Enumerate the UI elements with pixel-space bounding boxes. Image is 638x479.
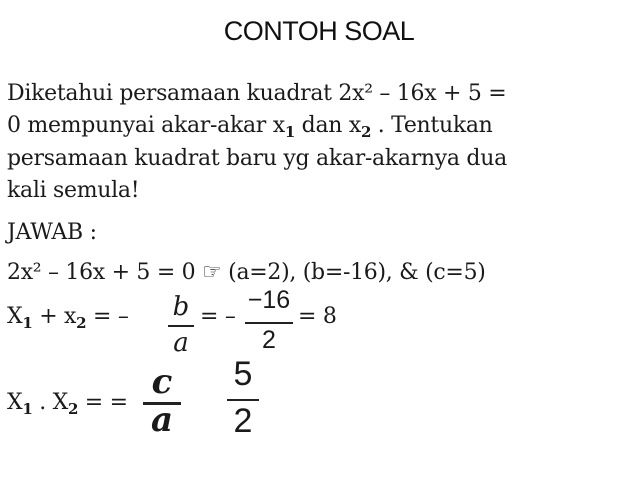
fraction-2-denominator: 2 [233, 402, 253, 440]
problem-line-2 [7, 110, 632, 144]
problem-line-1: Diketahui persamaan kuadrat 2x² – 16x + 5 = [7, 81, 507, 106]
prod-dot: . X [32, 390, 68, 415]
fraction-5-numerator: 5 [233, 355, 253, 393]
sum-eq-minus-2: = – [200, 304, 236, 329]
fraction-5-over-2 [227, 355, 259, 445]
sum-result: = 8 [298, 304, 337, 329]
fraction-b-over-a [168, 290, 194, 360]
sum-plus: + x [32, 304, 77, 329]
equation-line: 2x² – 16x + 5 = 0 ☞ (a=2), (b=-16), & (c=5) [7, 260, 486, 285]
sum-eq-minus: = – [86, 304, 129, 329]
fraction-bar [227, 399, 259, 401]
problem-line-3: persamaan kuadrat baru yg akar-akarnya dua [7, 146, 507, 171]
prod-eq: = = [78, 390, 128, 415]
fraction-a-denominator: a [150, 400, 174, 440]
subscript-1: 1 [284, 122, 295, 141]
sum-sub-2: 2 [76, 314, 87, 332]
sum-of-roots-line [7, 304, 129, 332]
product-of-roots-line [7, 390, 128, 418]
fraction-c-over-a [143, 362, 181, 442]
sum-x: X [7, 304, 23, 329]
problem-line-2-end: . Tentukan [371, 112, 493, 138]
prod-sub-1: 1 [22, 400, 33, 418]
problem-statement [7, 78, 632, 206]
fraction-2-denominator: 2 [262, 326, 276, 354]
problem-line-2-text: 0 mempunyai akar-akar x [7, 112, 285, 138]
subscript-2: 2 [360, 122, 372, 141]
jawab-label: JAWAB : [7, 220, 97, 245]
fraction-c-numerator: c [151, 362, 173, 402]
prod-sub-2: 2 [67, 400, 79, 418]
fraction-bar [168, 325, 194, 327]
prod-x1: X [7, 390, 23, 415]
fraction-minus16-numerator: −16 [247, 286, 291, 314]
fraction-bar [245, 322, 293, 324]
fraction-a-denominator: a [173, 328, 189, 358]
fraction-b-numerator: b [172, 292, 190, 322]
problem-line-2-mid: dan x [294, 112, 361, 138]
problem-line-4: kali semula! [7, 177, 140, 203]
fraction-minus16-over-2 [245, 286, 293, 360]
sum-sub-1: 1 [22, 314, 33, 332]
slide-title: CONTOH SOAL [223, 16, 415, 46]
